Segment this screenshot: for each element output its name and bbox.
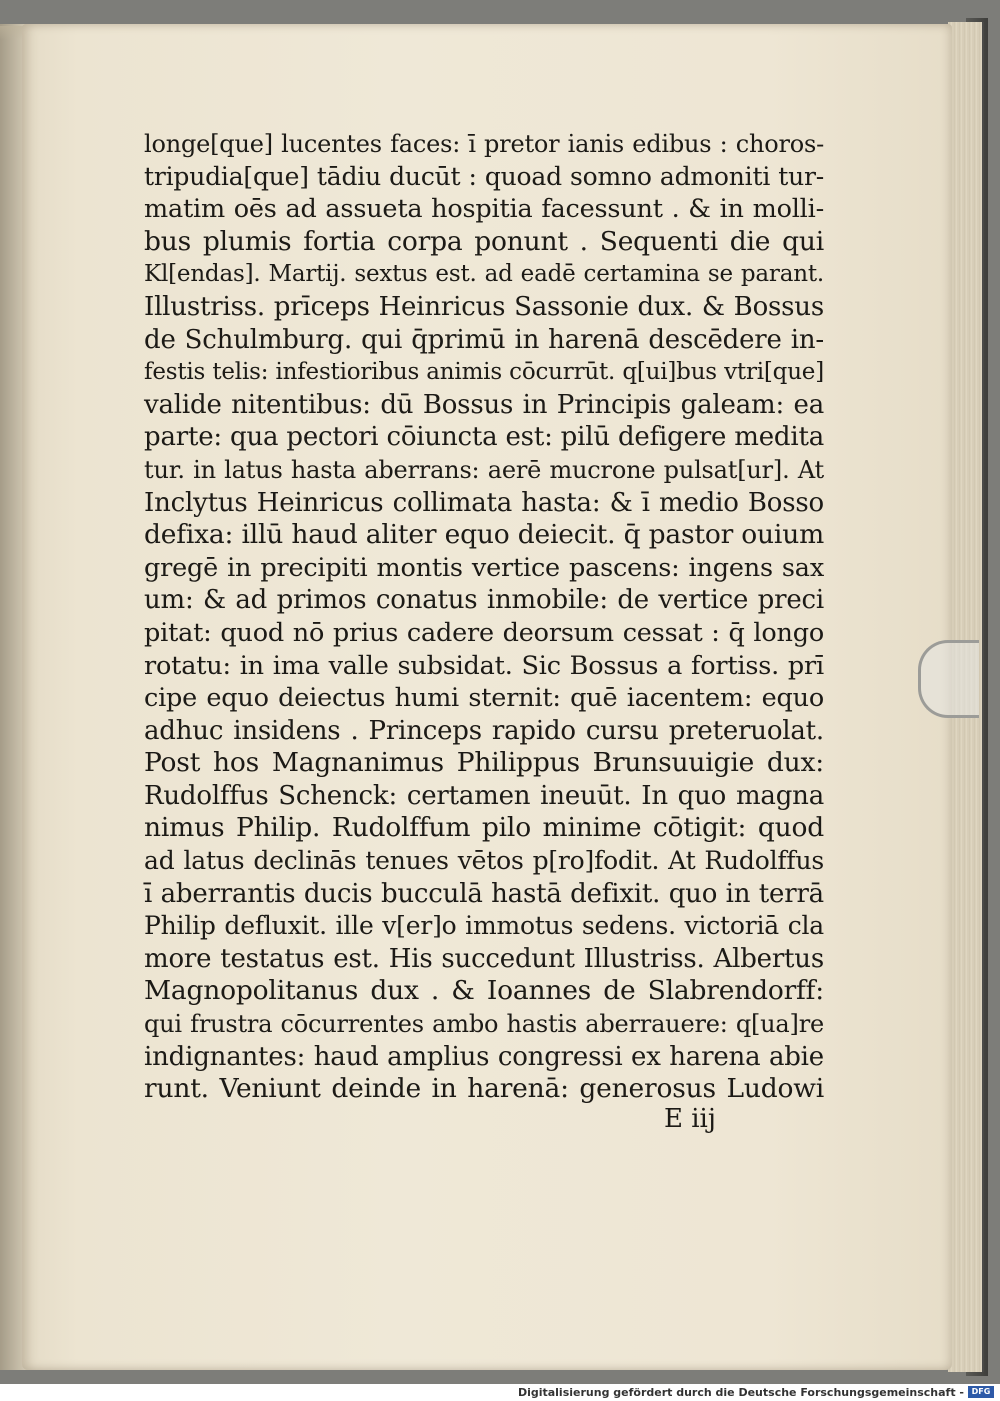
text-line: tripudia[que] tādiu ducūt : quoad somno admoniti tur- xyxy=(144,161,824,191)
text-line: runt. Veniunt deinde in harenā: generosus Ludowi xyxy=(144,1073,824,1105)
text-block xyxy=(144,128,824,1106)
text-line: gregē in precipiti montis vertice pascens: ingens sax xyxy=(144,552,824,583)
text-line: nimus Philip. Rudolffum pilo minime cōtigit: quod xyxy=(144,812,824,844)
text-line: longe[que] lucentes faces: ī pretor ianis edibus : choros- xyxy=(144,130,824,158)
page-clip xyxy=(918,640,979,718)
text-line: Inclytus Heinricus collimata hasta: & ī medio Bosso xyxy=(144,487,824,518)
text-line: matim oēs ad assueta hospitia facessunt . & in molli- xyxy=(144,194,824,225)
text-line: bus plumis fortia corpa ponunt . Sequenti die qui xyxy=(144,225,824,257)
text-line: valide nitentibus: dū Bossus in Principis galeam: ea xyxy=(144,389,824,420)
text-line: pitat: quod nō prius cadere deorsum cessat : q̄ longo xyxy=(144,617,824,648)
text-line: Philip defluxit. ille v[er]o immotus sedens. victoriā cla xyxy=(144,911,824,941)
text-line: rotatu: in ima valle subsidat. Sic Bossus a fortiss. prī xyxy=(144,650,824,681)
funding-credit: Digitalisierung gefördert durch die Deutsche Forschungsgemeinschaft - xyxy=(517,1386,964,1399)
text-line: ad latus declinās tenues vētos p[ro]fodit. At Rudolffus xyxy=(144,846,824,876)
text-line: parte: qua pectori cōiuncta est: pilū defigere medita xyxy=(144,422,824,453)
signature-mark: E iij xyxy=(664,1104,716,1134)
text-line: um: & ad primos conatus inmobile: de vertice preci xyxy=(144,585,824,616)
text-line: Illustriss. prīceps Heinricus Sassonie dux. & Bossus xyxy=(144,291,824,322)
text-line: ī aberrantis ducis bucculā hastā defixit. quo in terrā xyxy=(144,878,824,909)
text-line: Post hos Magnanimus Philippus Brunsuuigie dux: xyxy=(144,747,824,779)
text-line: Rudolffus Schenck: certamen ineuūt. In quo magna xyxy=(144,780,824,811)
text-line: more testatus est. His succedunt Illustriss. Albertus xyxy=(144,943,824,974)
footer-banner xyxy=(0,1384,1000,1401)
text-line: de Schulmburg. qui q̄primū in harenā descēdere in- xyxy=(144,324,824,355)
text-line: festis telis: infestioribus animis cōcurrūt. q[ui]bus vtri[que] xyxy=(144,359,824,386)
text-line: Magnopolitanus dux . & Ioannes de Slabrendorff: xyxy=(144,975,824,1007)
text-line: indignantes: haud amplius congressi ex harena abie xyxy=(144,1041,824,1072)
text-line: adhuc insidens . Princeps rapido cursu preteruolat. xyxy=(144,715,824,746)
text-line: cipe equo deiectus humi sternit: quē iacentem: equo xyxy=(144,683,824,714)
text-line: Kl[endas]. Martij. sextus est. ad eadē certamina se parant. xyxy=(144,261,824,288)
text-line: qui frustra cōcurrentes ambo hastis aberrauere: q[ua]re xyxy=(144,1010,824,1039)
text-line: defixa: illū haud aliter equo deiecit. q̄ pastor ouium xyxy=(144,519,824,551)
dfg-logo[interactable]: DFG xyxy=(968,1386,994,1398)
text-line: tur. in latus hasta aberrans: aerē mucrone pulsat[ur]. At xyxy=(144,455,824,484)
